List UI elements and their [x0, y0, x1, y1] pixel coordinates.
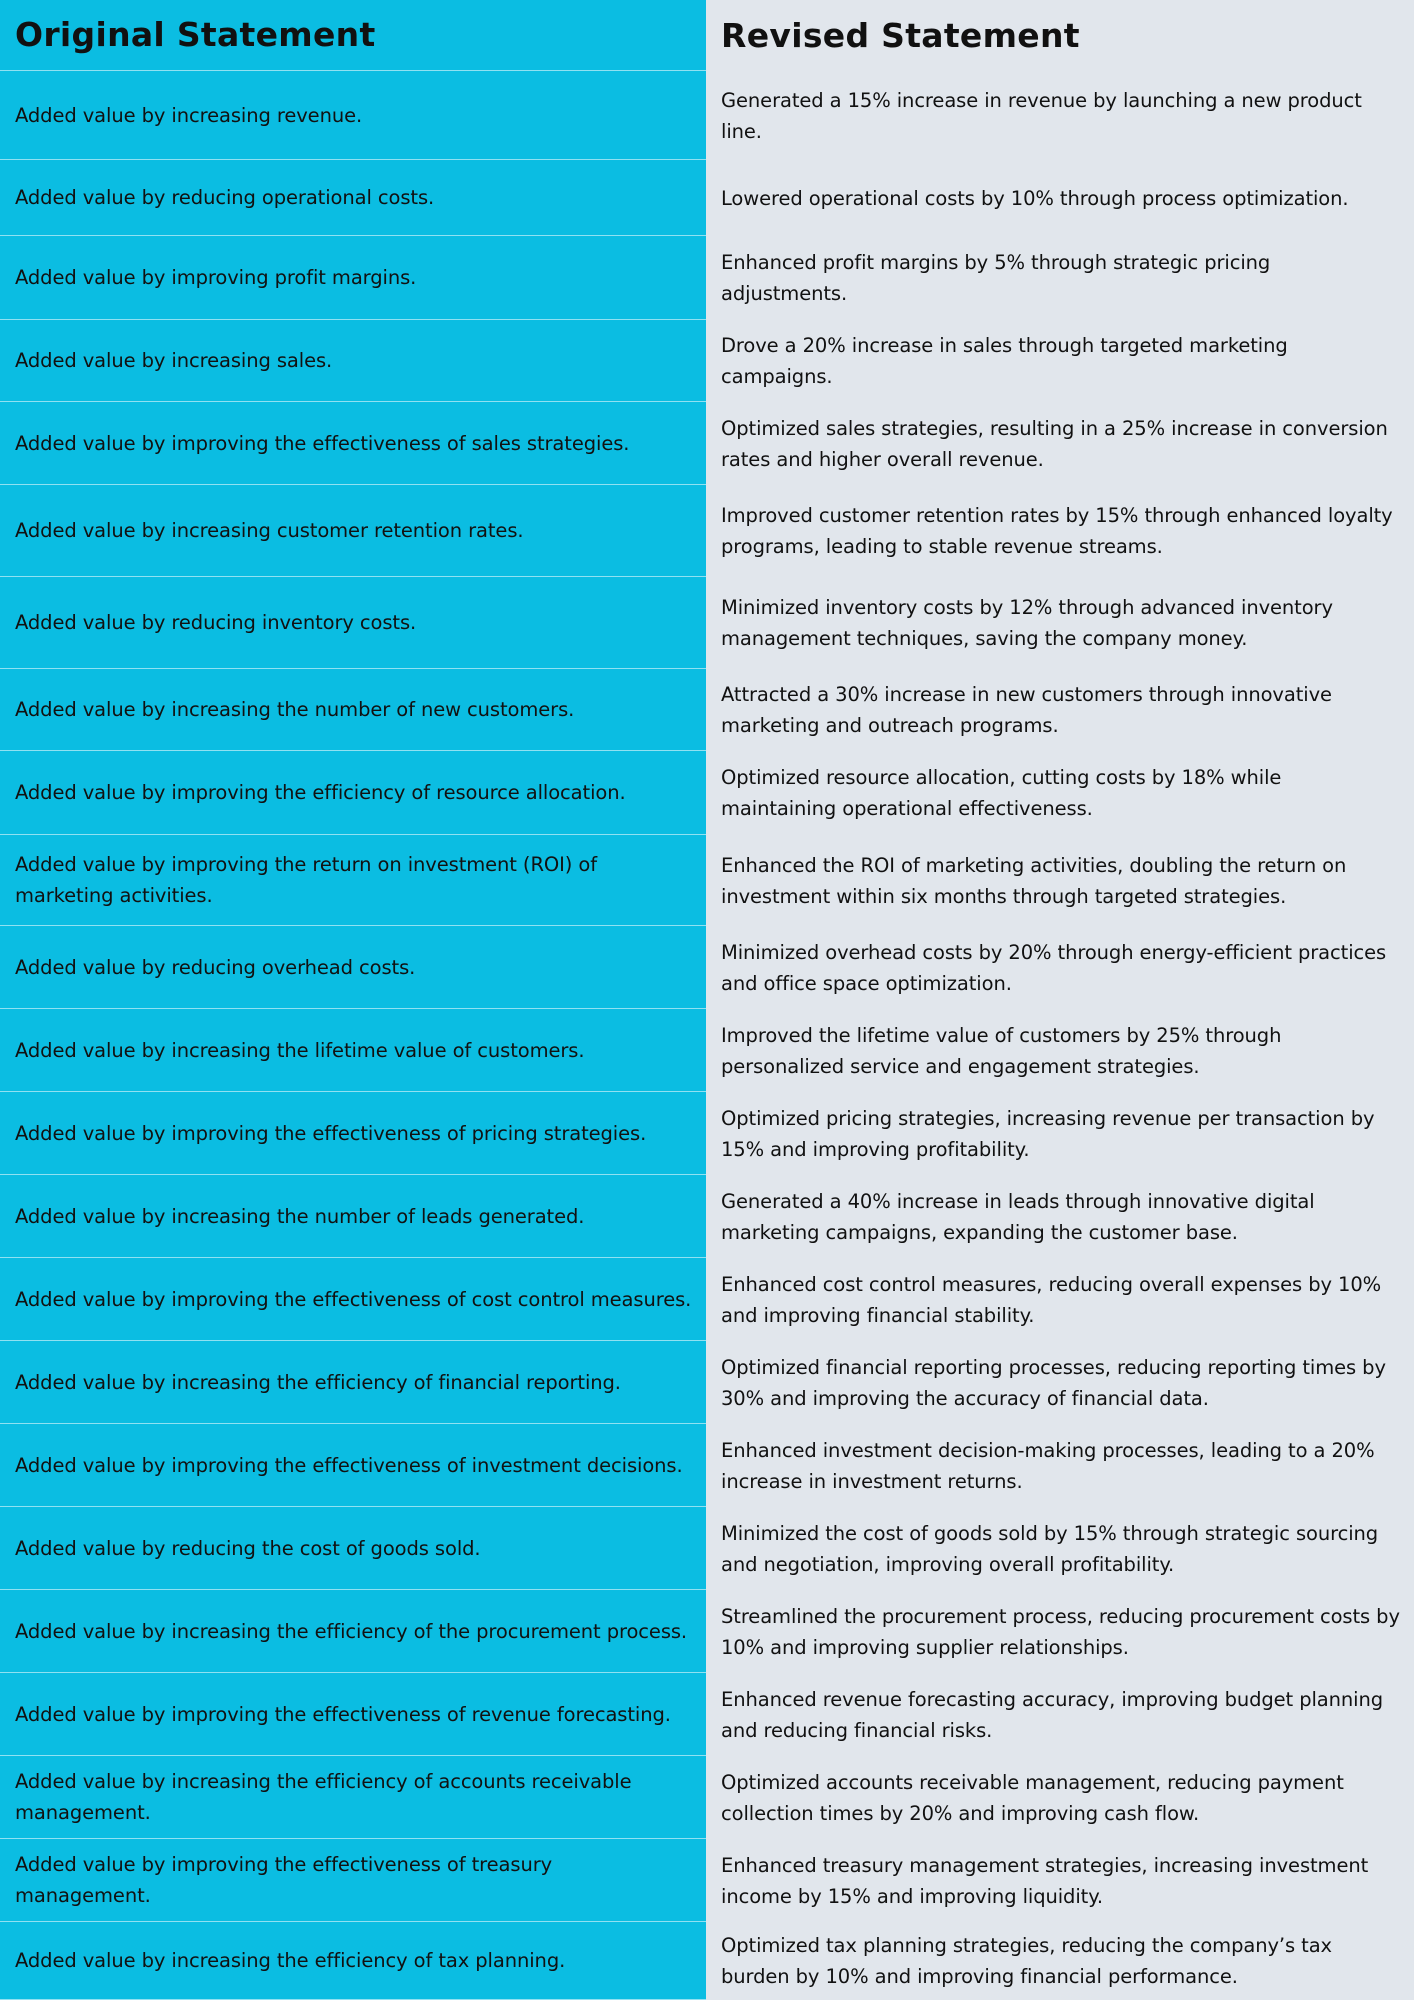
revised-statement-cell — [706, 236, 1414, 320]
revised-statement-cell — [706, 160, 1414, 236]
original-statement-cell — [0, 236, 706, 320]
table-row — [0, 1673, 1414, 1756]
original-statement-cell — [0, 1424, 706, 1507]
original-statement-cell — [0, 160, 706, 236]
revised-statement-text: Lowered operational costs by 10% through process optimization. — [721, 186, 1349, 210]
original-statement-text: Added value by reducing operational costs. — [15, 186, 435, 209]
revised-statement-text: Improved customer retention rates by 15% through enhanced loyalty programs, leading to stable revenue streams. — [721, 504, 1393, 558]
original-statement-text: Added value by improving profit margins. — [15, 266, 417, 289]
revised-statement-cell — [706, 926, 1414, 1009]
original-statement-cell — [0, 669, 706, 751]
original-statement-cell — [0, 1590, 706, 1673]
revised-statement-text: Generated a 40% increase in leads through innovative digital marketing campaigns, expanding the customer base. — [721, 1189, 1315, 1244]
revised-statement-cell — [706, 1258, 1414, 1341]
table-row — [0, 236, 1414, 320]
table-row — [0, 1756, 1414, 1839]
revised-statement-text: Minimized the cost of goods sold by 15% through strategic sourcing and negotiation, improving overall profitability. — [721, 1521, 1379, 1576]
revised-statement-text: Enhanced cost control measures, reducing overall expenses by 10% and improving financial stability. — [721, 1272, 1382, 1327]
original-statement-text: Added value by increasing the efficiency of tax planning. — [15, 1949, 566, 1972]
revised-statement-cell — [706, 485, 1414, 577]
original-statement-cell — [0, 926, 706, 1009]
original-statement-cell — [0, 1839, 706, 1922]
revised-statement-text: Optimized resource allocation, cutting costs by 18% while maintaining operational effectiveness. — [721, 766, 1282, 820]
revised-statement-cell — [706, 1507, 1414, 1590]
original-statement-cell — [0, 402, 706, 485]
original-statement-text: Added value by increasing the efficiency of financial reporting. — [15, 1370, 621, 1394]
revised-statement-cell — [706, 1756, 1414, 1839]
original-statement-cell — [0, 1507, 706, 1590]
revised-statement-text: Enhanced investment decision-making processes, leading to a 20% increase in investment returns. — [721, 1438, 1375, 1493]
revised-statement-cell — [706, 1673, 1414, 1756]
original-statement-cell — [0, 485, 706, 577]
header-original: Original Statement — [15, 15, 376, 54]
revised-statement-cell — [706, 71, 1414, 160]
revised-statement-cell — [706, 1092, 1414, 1175]
header-cell-revised — [706, 0, 1414, 71]
original-statement-text: Added value by increasing revenue. — [15, 103, 363, 127]
table-row — [0, 835, 1414, 926]
revised-statement-cell — [706, 1341, 1414, 1424]
original-statement-text: Added value by improving the effectiveness of pricing strategies. — [15, 1121, 647, 1145]
table-row — [0, 1839, 1414, 1922]
revised-statement-text: Attracted a 30% increase in new customers through innovative marketing and outreach programs. — [721, 683, 1332, 737]
original-statement-text: Added value by reducing overhead costs. — [15, 955, 416, 979]
table-row — [0, 577, 1414, 669]
original-statement-text: Added value by increasing sales. — [15, 349, 333, 372]
original-statement-text: Added value by improving the efficiency of resource allocation. — [15, 781, 626, 804]
table-row — [0, 926, 1414, 1009]
header-revised: Revised Statement — [721, 15, 1080, 55]
table-row — [0, 1092, 1414, 1175]
revised-statement-text: Streamlined the procurement process, reducing procurement costs by 10% and improving supplier relationships. — [721, 1604, 1400, 1659]
revised-statement-text: Minimized inventory costs by 12% through advanced inventory management techniques, saving the company money. — [721, 596, 1333, 650]
original-statement-text: Added value by improving the effectiveness of revenue forecasting. — [15, 1702, 671, 1726]
table-row — [0, 1922, 1414, 2000]
table-row — [0, 1507, 1414, 1590]
original-statement-cell — [0, 71, 706, 160]
revised-statement-text: Enhanced profit margins by 5% through strategic pricing adjustments. — [721, 251, 1271, 305]
table-row — [0, 485, 1414, 577]
revised-statement-text: Minimized overhead costs by 20% through energy-efficient practices and office space optimization. — [721, 940, 1387, 995]
original-statement-text: Added value by increasing the number of new customers. — [15, 698, 575, 721]
original-statement-cell — [0, 1756, 706, 1839]
table-row — [0, 1175, 1414, 1258]
revised-statement-text: Optimized pricing strategies, increasing revenue per transaction by 15% and improving profitability. — [721, 1106, 1375, 1161]
revised-statement-cell — [706, 1839, 1414, 1922]
original-statement-cell — [0, 1258, 706, 1341]
table-row — [0, 1258, 1414, 1341]
table-row — [0, 402, 1414, 485]
header-cell-original — [0, 0, 706, 71]
original-statement-cell — [0, 835, 706, 926]
original-statement-cell — [0, 1673, 706, 1756]
original-statement-cell — [0, 1922, 706, 2000]
revised-statement-cell — [706, 577, 1414, 669]
original-statement-text: Added value by increasing the number of leads generated. — [15, 1204, 585, 1228]
table-row — [0, 1341, 1414, 1424]
original-statement-text: Added value by increasing the efficiency of accounts receivable management. — [15, 1770, 632, 1824]
revised-statement-cell — [706, 1175, 1414, 1258]
revised-statement-text: Optimized sales strategies, resulting in a 25% increase in conversion rates and higher overall revenue. — [721, 416, 1388, 471]
original-statement-cell — [0, 320, 706, 402]
revised-statement-text: Improved the lifetime value of customers by 25% through personalized service and engagement strategies. — [721, 1023, 1282, 1078]
original-statement-cell — [0, 1092, 706, 1175]
revised-statement-text: Enhanced treasury management strategies, increasing investment income by 15% and improving liquidity. — [721, 1853, 1369, 1908]
revised-statement-cell — [706, 402, 1414, 485]
original-statement-cell — [0, 1341, 706, 1424]
revised-statement-text: Enhanced the ROI of marketing activities, doubling the return on investment within six months through targeted strategies. — [721, 853, 1347, 908]
table-row — [0, 1009, 1414, 1092]
original-statement-text: Added value by increasing the efficiency of the procurement process. — [15, 1619, 688, 1643]
revised-statement-cell — [706, 320, 1414, 402]
table-row — [0, 1424, 1414, 1507]
revised-statement-cell — [706, 1009, 1414, 1092]
revised-statement-cell — [706, 1424, 1414, 1507]
table-row — [0, 320, 1414, 402]
revised-statement-cell — [706, 835, 1414, 926]
table-row — [0, 751, 1414, 835]
revised-statement-cell — [706, 669, 1414, 751]
original-statement-text: Added value by improving the effectiveness of investment decisions. — [15, 1453, 683, 1477]
original-statement-text: Added value by improving the effectiveness of cost control measures. — [15, 1287, 692, 1311]
original-statement-text: Added value by improving the effectiveness of sales strategies. — [15, 431, 630, 455]
original-statement-text: Added value by reducing inventory costs. — [15, 611, 417, 634]
table-row — [0, 160, 1414, 236]
table-row — [0, 71, 1414, 160]
original-statement-text: Added value by reducing the cost of goods sold. — [15, 1536, 481, 1560]
original-statement-cell — [0, 1009, 706, 1092]
table-row — [0, 1590, 1414, 1673]
revised-statement-text: Generated a 15% increase in revenue by launching a new product line. — [721, 88, 1362, 143]
original-statement-text: Added value by improving the return on investment (ROI) of marketing activities. — [15, 853, 597, 907]
revised-statement-cell — [706, 751, 1414, 835]
original-statement-text: Added value by increasing customer retention rates. — [15, 519, 524, 542]
revised-statement-text: Optimized financial reporting processes, reducing reporting times by 30% and improving the accuracy of financial data. — [721, 1355, 1386, 1410]
revised-statement-text: Drove a 20% increase in sales through targeted marketing campaigns. — [721, 334, 1288, 388]
original-statement-cell — [0, 577, 706, 669]
original-statement-text: Added value by increasing the lifetime value of customers. — [15, 1038, 585, 1062]
revised-statement-text: Optimized tax planning strategies, reducing the company’s tax burden by 10% and improving financial performance. — [721, 1934, 1332, 1988]
original-statement-cell — [0, 751, 706, 835]
table-header-row — [0, 0, 1414, 71]
revised-statement-text: Enhanced revenue forecasting accuracy, improving budget planning and reducing financial risks. — [721, 1687, 1384, 1742]
revised-statement-text: Optimized accounts receivable management, reducing payment collection times by 20% and improving cash flow. — [721, 1770, 1344, 1825]
revised-statement-cell — [706, 1590, 1414, 1673]
original-statement-text: Added value by improving the effectiveness of treasury management. — [15, 1853, 553, 1907]
revised-statement-cell — [706, 1922, 1414, 2000]
table-row — [0, 669, 1414, 751]
original-statement-cell — [0, 1175, 706, 1258]
